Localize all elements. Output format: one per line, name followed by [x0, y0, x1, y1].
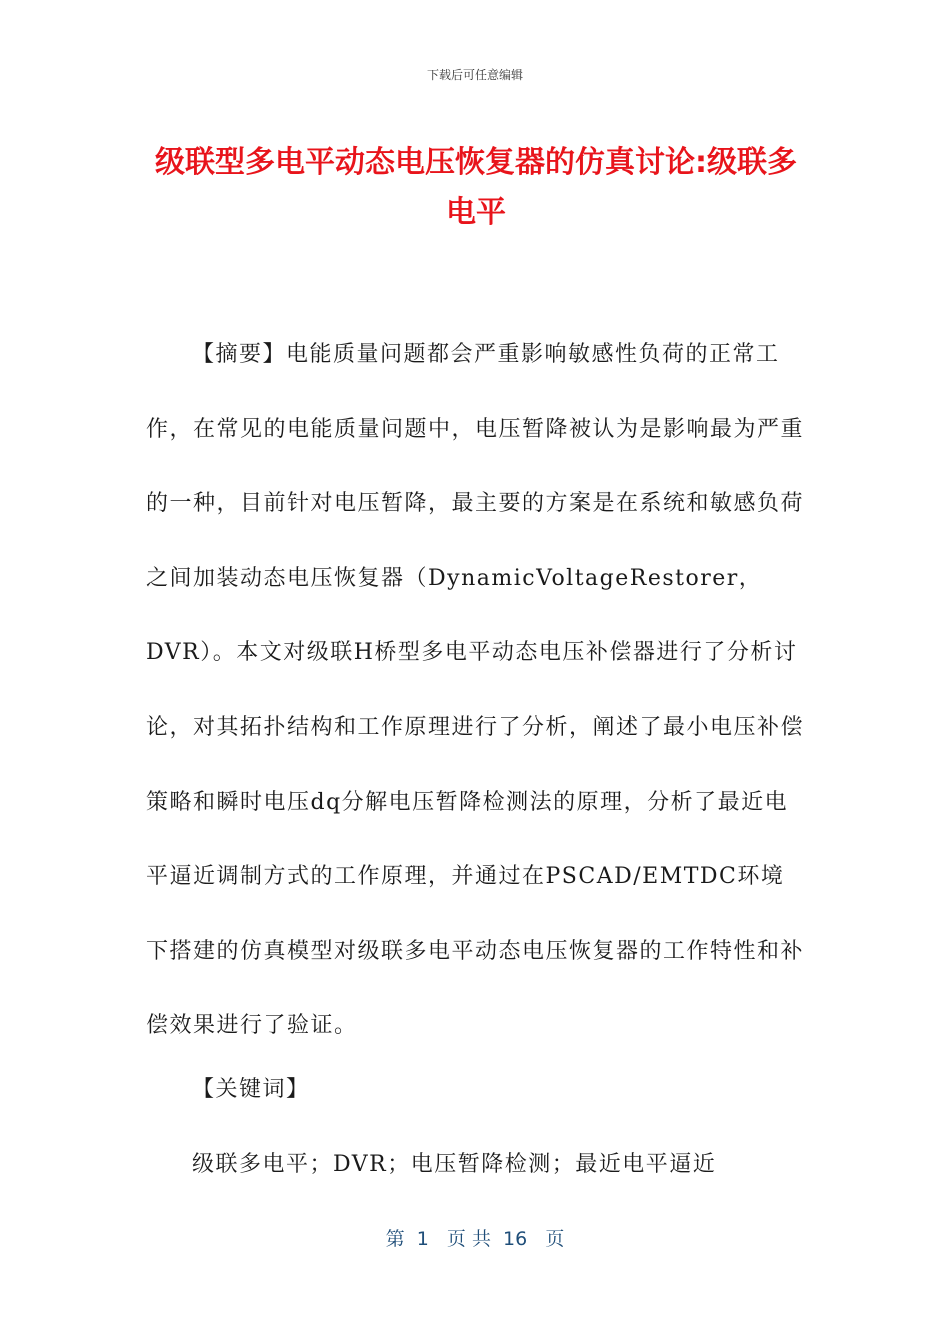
header-note: 下载后可任意编辑 — [426, 68, 523, 82]
keywords-text: 级联多电平；DVR；电压暂降检测；最近电平逼近 — [192, 1152, 717, 1177]
document-title: 级联型多电平动态电压恢复器的仿真讨论:级联多电平 — [155, 145, 797, 230]
page-number-footer: 第 1 页 共 16 页 — [385, 1228, 565, 1250]
abstract-paragraph: 【摘要】电能质量问题都会严重影响敏感性负荷的正常工作，在常见的电能质量问题中，电压暂降被认为是影响最为严重的一种，目前针对电压暂降，最主要的方案是在系统和敏感负荷之间加装动态电压恢复器（DynamicVoltageRestorer，DVR）。本文对级联H桥型多电平动态电压补偿器进行了分析讨论，对其拓扑结构和工作原理进行了分析，阐述了最小电压补偿策略和瞬时电压dq分解电压暂降检测法的原理，分析了最近电平逼近调制方式的工作原理，并通过在PSCAD/EMTDC环境下搭建的仿真模型对级联多电平动态电压恢复器的工作特性和补偿效果进行了验证。 — [146, 342, 805, 1039]
keywords-label: 【关键词】 — [192, 1077, 310, 1102]
